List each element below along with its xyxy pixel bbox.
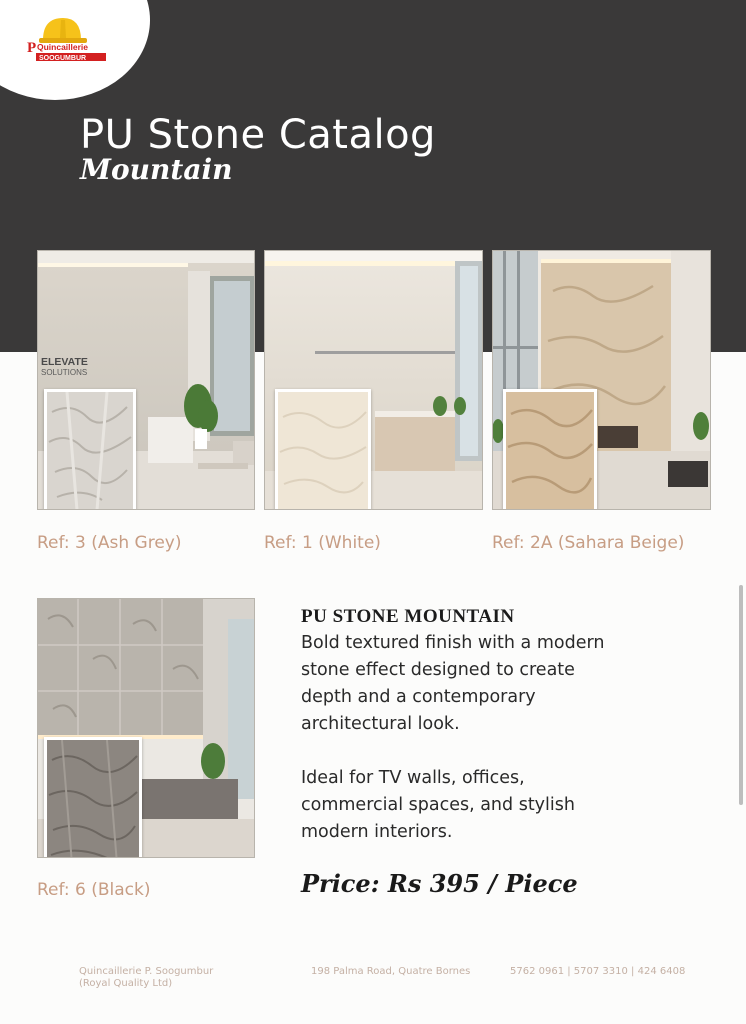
footer-address: 198 Palma Road, Quatre Bornes [311, 966, 471, 977]
price-label: Price: Rs 395 / Piece [301, 869, 578, 898]
wall-sign: ELEVATE [41, 356, 88, 368]
description-title: PU STONE MOUNTAIN [301, 606, 515, 627]
svg-text:Quincaillerie: Quincaillerie [37, 42, 89, 52]
page-subtitle: Mountain [80, 153, 233, 186]
footer-company: Quincaillerie P. Soogumbur (Royal Quality Ltd) [79, 966, 214, 989]
svg-text:SOOGUMBUR: SOOGUMBUR [39, 55, 87, 62]
scrollbar[interactable] [739, 585, 743, 805]
swatch-sahara-beige [503, 389, 597, 510]
product-photo-black [37, 598, 255, 858]
product-photo-ash-grey [37, 250, 255, 510]
description-paragraph-2: Ideal for TV walls, offices, commercial spaces, and stylish modern interiors. [301, 768, 575, 842]
page-title: PU Stone Catalog [80, 112, 436, 158]
description-paragraph-1: Bold textured finish with a modern stone effect designed to create depth and a contemporary architectural look. [301, 633, 605, 734]
product-photo-white [264, 250, 483, 510]
svg-text:SOLUTIONS: SOLUTIONS [41, 368, 88, 377]
swatch-black [44, 737, 142, 858]
footer-phones: 5762 0961 | 5707 3310 | 424 6408 [510, 966, 686, 977]
caption-ash-grey: Ref: 3 (Ash Grey) [37, 533, 182, 553]
company-logo [15, 10, 115, 70]
caption-black: Ref: 6 (Black) [37, 880, 151, 900]
svg-text:P: P [27, 40, 37, 56]
caption-white: Ref: 1 (White) [264, 533, 381, 553]
caption-sahara-beige: Ref: 2A (Sahara Beige) [492, 533, 685, 553]
swatch-white [275, 389, 371, 510]
product-photo-sahara-beige [492, 250, 711, 510]
swatch-ash-grey [44, 389, 136, 510]
